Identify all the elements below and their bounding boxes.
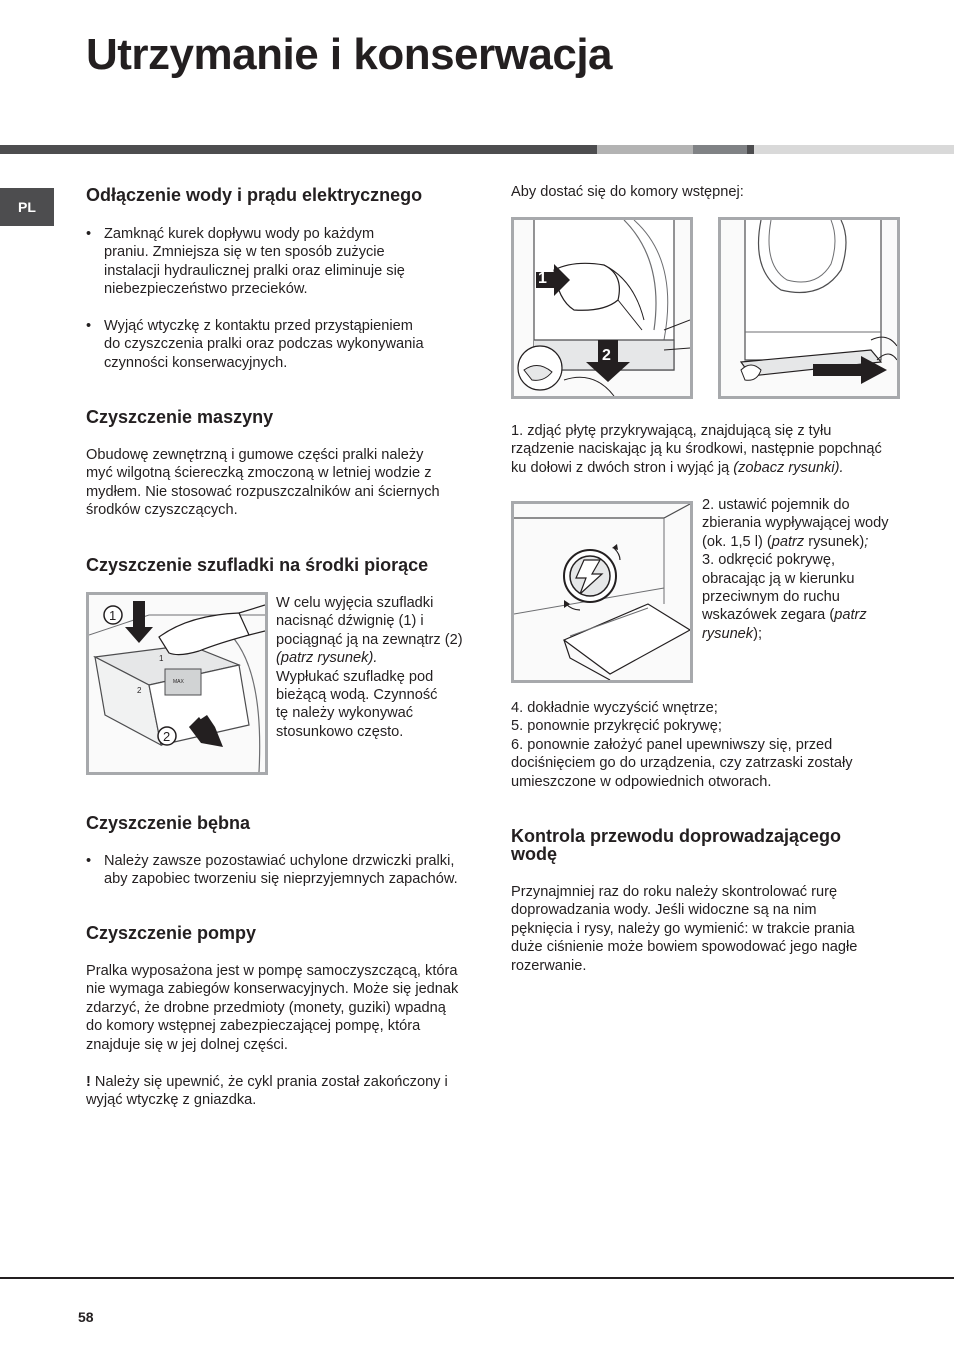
section-heading: Czyszczenie pompy	[86, 923, 257, 943]
step-1-text: 1. zdjąć płytę przykrywającą, znajdującą się z tyłu rządzenie naciskając ją ku środkowi, następnie popchnąć ku dołowi z dwóch stron i wyjąć ją (zobacz rysunki).	[511, 423, 882, 476]
paragraph: W celu wyjęcia szufladki nacisnąć dźwignię (1) i pociągnąć ją na zewnątrz (2) (patrz rysunek). Wypłukać szufladkę pod bieżącą wodą. Czynność tę należy wykonywać stosunkowo często.	[276, 595, 463, 740]
section-pump-cleaning	[86, 923, 481, 943]
step-2-3-text: 2. ustawić pojemnik do zbierania wypływającej wody (ok. 1,5 l) (patrz rysunek); 3. odkręcić pokrywę, obracając ją w kierunku przeciwnym do ruchu wskazówek zegara (patrz rysunek);	[702, 497, 889, 642]
bullet-list	[86, 317, 481, 372]
section-heading: Czyszczenie bębna	[86, 813, 251, 833]
max-label: MAX	[173, 679, 184, 685]
steps-4-6-text: 4. dokładnie wyczyścić wnętrze; 5. ponownie przykręcić pokrywę; 6. ponownie założyć panel upewniwszy się, przed dociśnięciem go do urządzenia, czy zatrzaski zostały umieszczone w odpowiednich otworach.	[511, 700, 853, 790]
header-bar-segment	[597, 145, 693, 154]
compartment-label: 1	[159, 654, 164, 663]
section-drawer-cleaning	[86, 555, 481, 575]
list-item: • Należy zawsze pozostawiać uchylone drzwiczki pralki, aby zapobiec tworzeniu się nieprzyjemnych zapachów.	[86, 852, 486, 889]
bullet-list	[86, 852, 486, 889]
paragraph: Przynajmniej raz do roku należy skontrolować rurę doprowadzania wody. Jeśli widoczne są na nim pęknięcia i rysy, należy go wymienić: w trakcie prania duże ciśnienie może bowiem spowodować jego nagłe rozerwanie.	[511, 884, 858, 974]
intro-text: Aby dostać się do komory wstępnej:	[511, 184, 744, 200]
list-item: • Zamknąć kurek dopływu wody po każdym praniu. Zmniejsza się w ten sposób zużycie instalacji hydraulicznej pralki oraz eliminuje się niebezpieczeństwo przecieków.	[86, 225, 481, 299]
bullet-list	[86, 225, 481, 299]
list-item: • Wyjąć wtyczkę z kontaktu przed przystąpieniem do czyszczenia pralki oraz podczas wykonywania czynności konserwacyjnych.	[86, 317, 481, 372]
header-bar-segment	[754, 145, 954, 154]
section-heading: Czyszczenie szufladki na środki piorące	[86, 555, 429, 575]
warning-mark: !	[86, 1074, 91, 1090]
header-bar-segment	[747, 145, 754, 154]
paragraph: Pralka wyposażona jest w pompę samoczyszczącą, która nie wymaga zabiegów konserwacyjnych. Może się jednak zdarzyć, że drobne przedmioty (monety, guziki) wpadną do komory wstępnej zabezpieczającej pompę, która znajduje się w jej dolnej części.	[86, 963, 459, 1053]
panel-removal-figure-2	[718, 217, 900, 399]
step-number: 2	[602, 347, 611, 364]
section-machine-cleaning	[86, 407, 481, 427]
compartment-label: 2	[137, 686, 142, 695]
panel-removal-figure	[511, 217, 693, 399]
section-disconnect	[86, 185, 481, 205]
section-heading: Odłączenie wody i prądu elektrycznego	[86, 185, 423, 205]
paragraph: Obudowę zewnętrzną i gumowe części pralki należy myć wilgotną ściereczką zmoczoną w letniej wodzie z mydłem. Nie stosować rozpuszczalników ani ściernych środków czyszczących.	[86, 447, 440, 519]
header-bar-segment	[693, 145, 747, 154]
page-title: Utrzymanie i konserwacja	[86, 30, 613, 79]
callout-number: 1	[109, 608, 117, 623]
drawer-figure	[86, 592, 268, 775]
page-number: 58	[78, 1309, 94, 1325]
footer-rule	[0, 1277, 954, 1279]
language-tab: PL	[0, 188, 54, 226]
pump-cover-figure	[511, 501, 693, 683]
section-heading: Kontrola przewodu doprowadzającego wodę	[511, 826, 842, 864]
warning-note: ! Należy się upewnić, że cykl prania został zakończony i wyjąć wtyczkę z gniazdka.	[86, 1074, 448, 1109]
callout-number: 2	[163, 729, 171, 744]
section-heading: Czyszczenie maszyny	[86, 407, 274, 427]
header-bar-segment	[0, 145, 597, 154]
section-drum-cleaning	[86, 813, 481, 833]
section-hose-check	[511, 826, 911, 864]
step-number: 1	[538, 270, 547, 287]
